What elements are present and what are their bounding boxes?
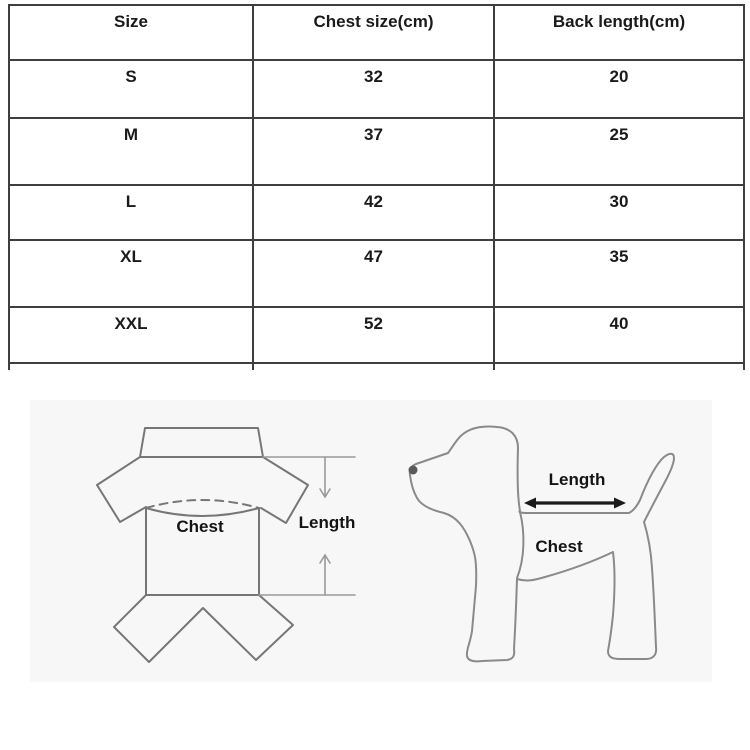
- up-arrow: [320, 555, 330, 595]
- dog-length-label: Length: [548, 470, 606, 489]
- column-header-size: Size: [9, 5, 253, 60]
- table-row: [9, 307, 744, 363]
- chest-size-cell: 37: [253, 118, 494, 185]
- arrow-head-right: [614, 498, 626, 509]
- size-chart-table: [8, 4, 745, 364]
- table-border-stub: [493, 362, 495, 370]
- arrow-head-left: [524, 498, 536, 509]
- size-cell: S: [9, 60, 253, 118]
- garment-legs: [114, 595, 293, 662]
- garment-flat-sketch: [97, 428, 308, 662]
- dog-nose: [409, 466, 418, 475]
- dog-chest-curve: [517, 512, 523, 578]
- table-row: [9, 185, 744, 240]
- chest-size-cell: 47: [253, 240, 494, 307]
- measurement-diagram-svg: [30, 400, 712, 682]
- table-border-stub: [252, 362, 254, 370]
- garment-left-sleeve: [97, 457, 146, 522]
- size-cell: XXL: [9, 307, 253, 363]
- table-row: [9, 240, 744, 307]
- back-length-cell: 25: [494, 118, 744, 185]
- back-length-cell: 30: [494, 185, 744, 240]
- back-length-cell: 35: [494, 240, 744, 307]
- size-cell: XL: [9, 240, 253, 307]
- dog-length-arrow: [524, 498, 626, 509]
- garment-chest-label: Chest: [176, 517, 224, 536]
- garment-chest-opening-front: [146, 508, 259, 516]
- chest-size-cell: 42: [253, 185, 494, 240]
- garment-length-label: Length: [298, 513, 356, 532]
- garment-chest-opening-back: [146, 500, 259, 508]
- table-row: [9, 118, 744, 185]
- dog-chest-label: Chest: [535, 537, 583, 556]
- measurement-diagram-panel: [30, 400, 712, 682]
- size-cell: L: [9, 185, 253, 240]
- chest-size-cell: 32: [253, 60, 494, 118]
- down-arrow: [320, 457, 330, 497]
- size-cell: M: [9, 118, 253, 185]
- column-header-chest-size: Chest size(cm): [253, 5, 494, 60]
- garment-collar: [140, 428, 263, 457]
- table-border-stub: [743, 362, 745, 370]
- chest-size-cell: 52: [253, 307, 494, 363]
- back-length-cell: 40: [494, 307, 744, 363]
- column-header-back-length: Back length(cm): [494, 5, 744, 60]
- table-header-row: [9, 5, 744, 60]
- back-length-cell: 20: [494, 60, 744, 118]
- table-border-stub: [8, 362, 10, 370]
- table-row: [9, 60, 744, 118]
